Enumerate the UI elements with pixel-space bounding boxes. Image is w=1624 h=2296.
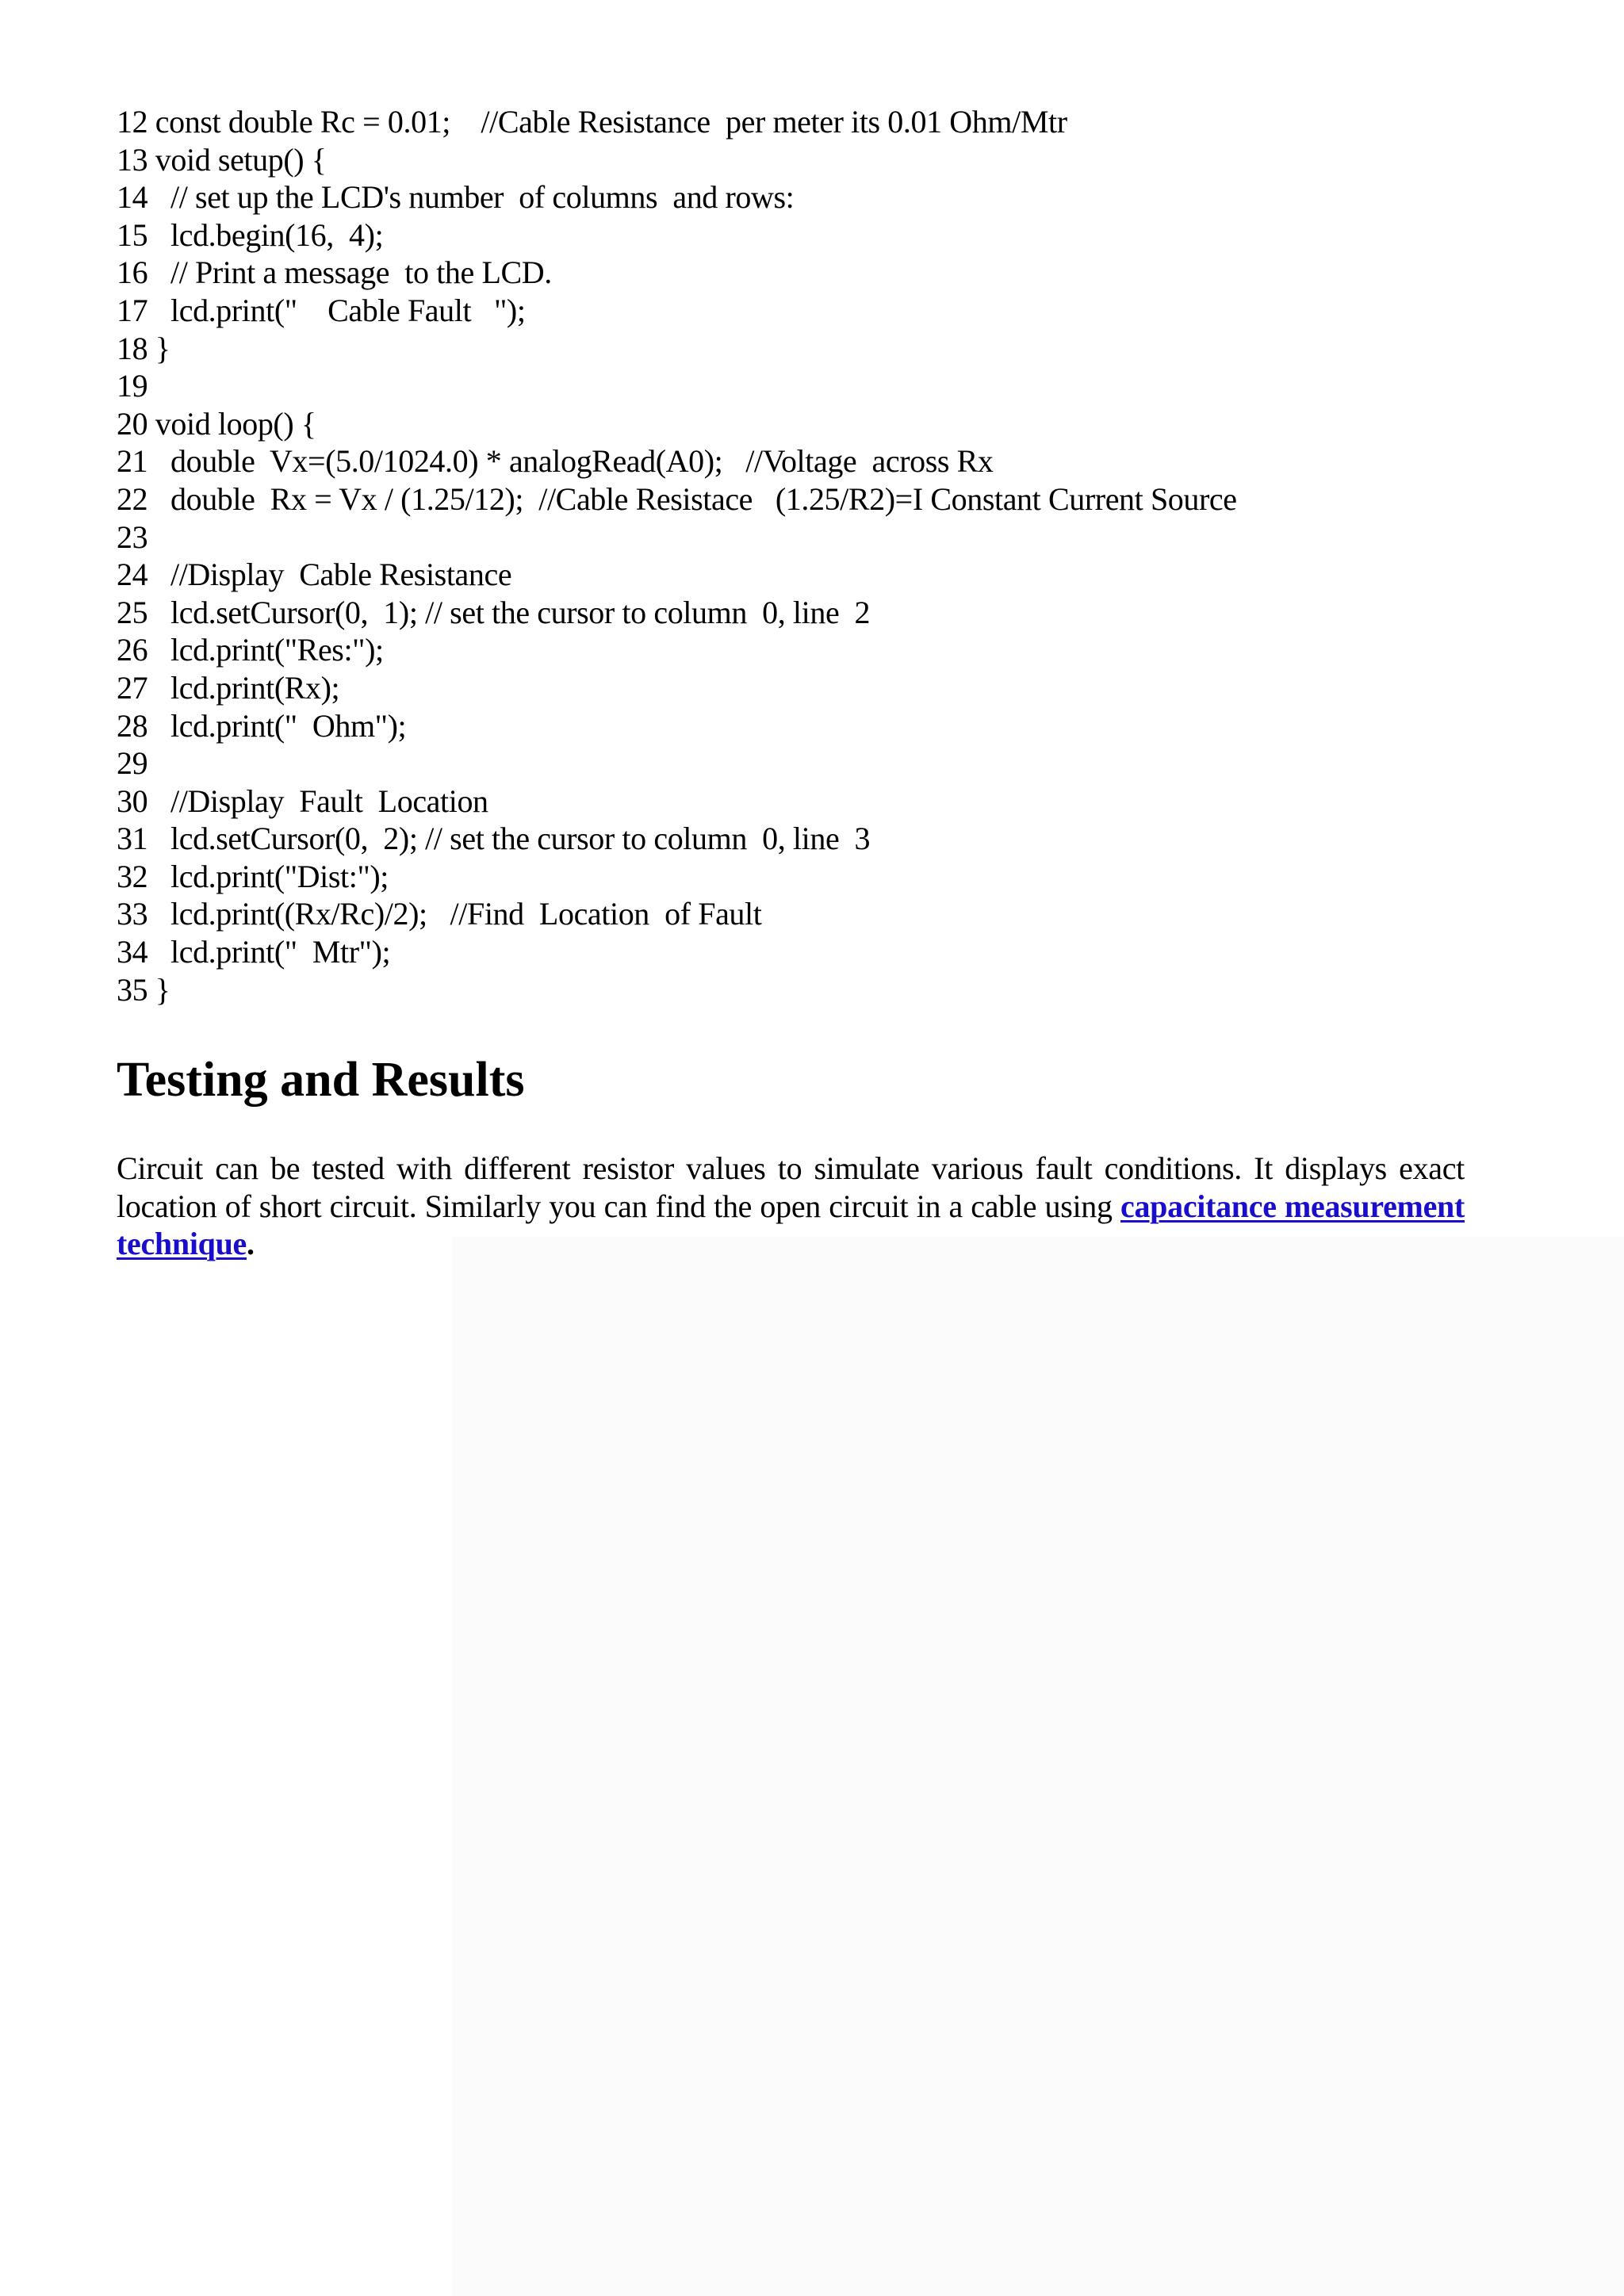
code-line: 17 lcd.print(" Cable Fault ");: [117, 292, 526, 328]
code-line: 20 void loop() {: [117, 405, 316, 442]
paragraph-trailing-text: .: [246, 1226, 255, 1261]
code-line: 29: [117, 745, 148, 782]
code-listing: [117, 103, 1544, 1008]
code-line: 12 const double Rc = 0.01; //Cable Resistance per meter its 0.01 Ohm/Mtr: [117, 104, 1067, 140]
code-line: 31 lcd.setCursor(0, 2); // set the cursor to column 0, line 3: [117, 821, 871, 857]
code-line: 27 lcd.print(Rx);: [117, 669, 340, 706]
code-line: 35 }: [117, 971, 170, 1008]
page-shade: [452, 1237, 1624, 2296]
code-line: 21 double Vx=(5.0/1024.0) * analogRead(A0); //Voltage across Rx: [117, 443, 994, 480]
code-line: 24 //Display Cable Resistance: [117, 557, 512, 593]
code-line: 15 lcd.begin(16, 4);: [117, 216, 384, 253]
code-line: 13 void setup() {: [117, 141, 327, 178]
code-line: 18 }: [117, 330, 170, 366]
code-line: 30 //Display Fault Location: [117, 783, 488, 819]
section-paragraph: [117, 1150, 1465, 1263]
code-line: 16 // Print a message to the LCD.: [117, 254, 552, 291]
capacitance-measurement-link[interactable]: capacitance measurement technique: [117, 1188, 1465, 1261]
code-line: 32 lcd.print("Dist:");: [117, 858, 389, 894]
code-line: 25 lcd.setCursor(0, 1); // set the cursor to column 0, line 2: [117, 594, 871, 630]
code-line: 28 lcd.print(" Ohm");: [117, 707, 407, 744]
code-line: 19: [117, 368, 148, 404]
code-line: 23: [117, 519, 148, 555]
code-line: 34 lcd.print(" Mtr");: [117, 934, 391, 970]
code-line: 14 // set up the LCD's number of columns and rows:: [117, 179, 795, 216]
paragraph-text: Circuit can be tested with different resistor values to simulate various fault conditions. It displays exact location of short circuit. Similarly you can find the open circuit in a cable using: [117, 1150, 1465, 1224]
code-line: 33 lcd.print((Rx/Rc)/2); //Find Location of Fault: [117, 896, 762, 932]
code-line: 26 lcd.print("Res:");: [117, 632, 384, 668]
code-line: 22 double Rx = Vx / (1.25/12); //Cable Resistace (1.25/R2)=I Constant Current Source: [117, 480, 1237, 517]
section-heading: Testing and Results: [117, 1053, 525, 1107]
